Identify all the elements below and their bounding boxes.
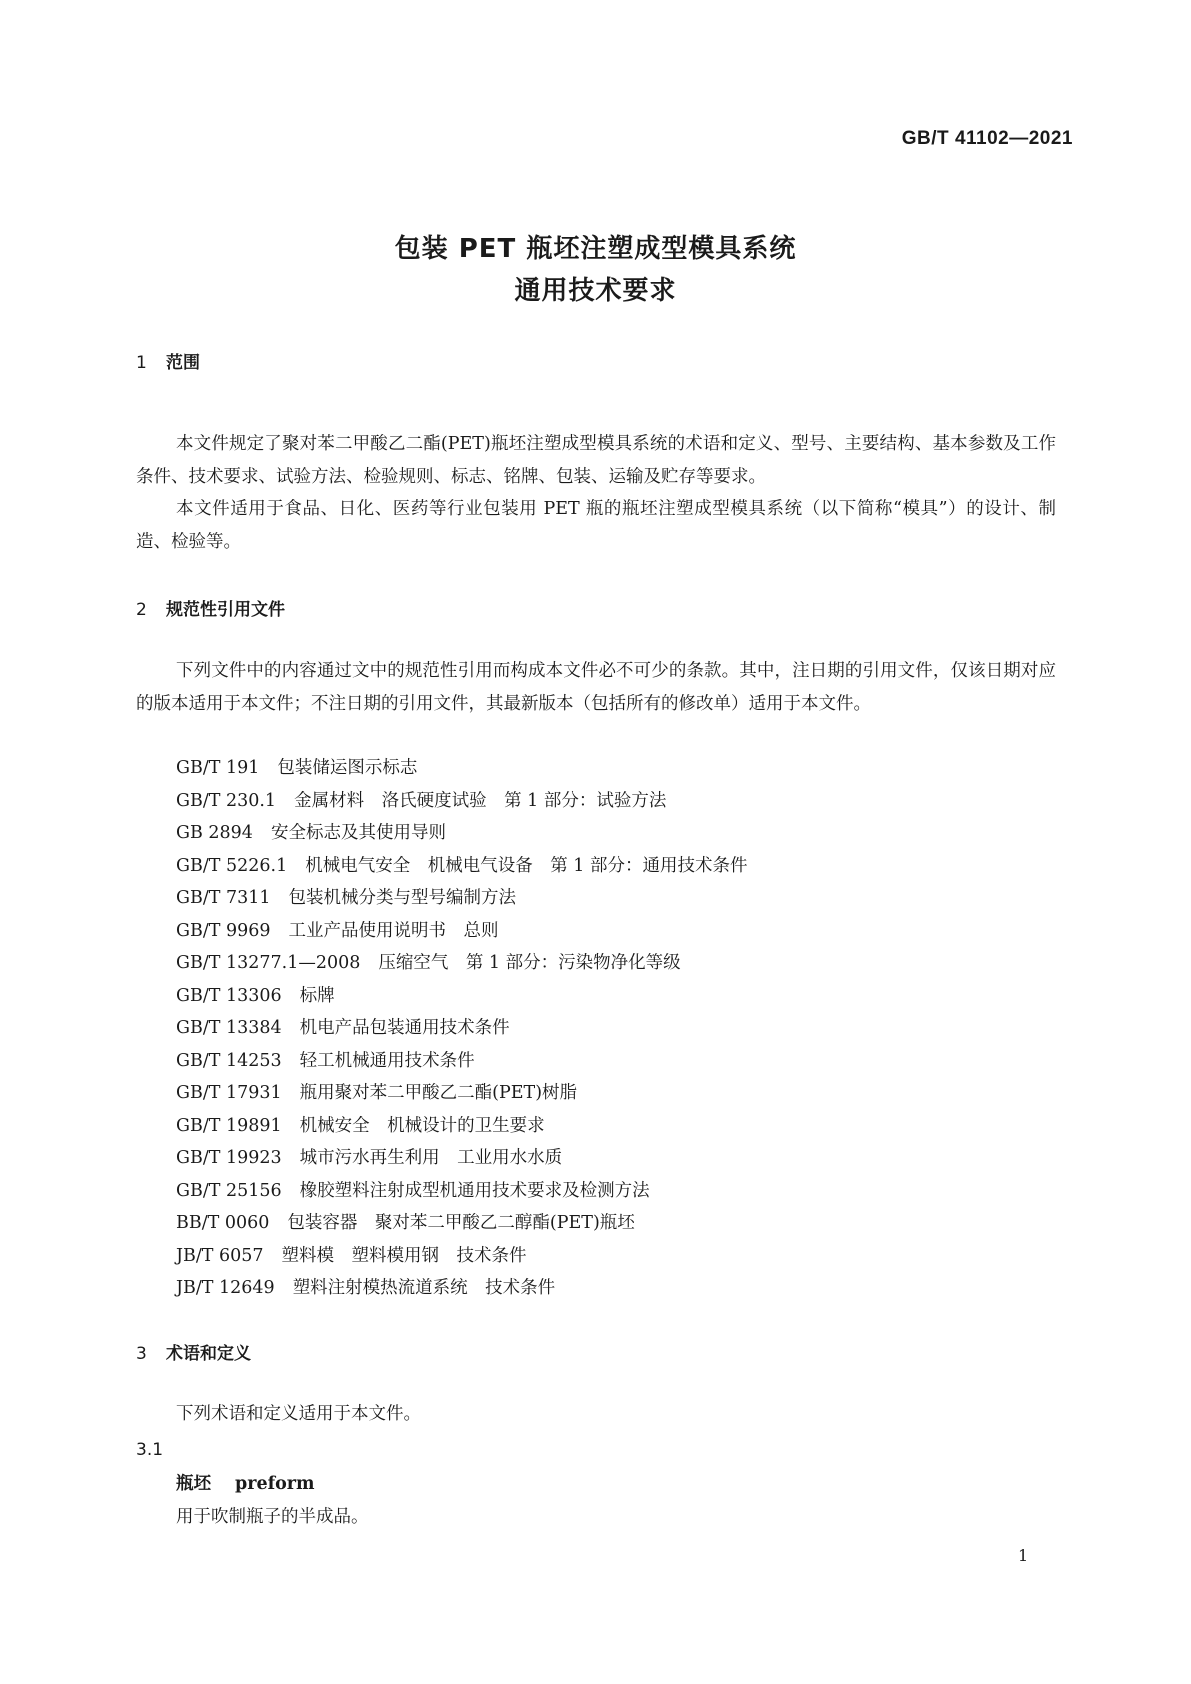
section-2-number: 2 bbox=[136, 600, 147, 620]
reference-code: GB/T 191 bbox=[176, 758, 260, 778]
reference-code: JB/T 6057 bbox=[176, 1245, 264, 1266]
reference-item bbox=[176, 980, 747, 1013]
reference-title: 机械安全 机械设计的卫生要求 bbox=[299, 1115, 545, 1136]
reference-item bbox=[176, 785, 747, 818]
reference-item bbox=[176, 817, 747, 850]
reference-item bbox=[176, 1045, 747, 1078]
normative-reference-list bbox=[176, 752, 747, 1305]
section-3-number: 3 bbox=[136, 1344, 147, 1364]
reference-title: 机械电气安全 机械电气设备 第 1 部分：通用技术条件 bbox=[305, 855, 748, 876]
reference-title: 包装容器 聚对苯二甲酸乙二醇酯(PET)瓶坯 bbox=[287, 1213, 635, 1233]
reference-item bbox=[176, 752, 747, 785]
term-zh: 瓶坯 bbox=[176, 1474, 211, 1494]
section-1-paragraph-2: 本文件适用于食品、日化、医药等行业包装用 PET 瓶的瓶坯注塑成型模具系统（以下简称“模具”）的设计、制造、检验等。 bbox=[136, 499, 1056, 552]
reference-code: GB/T 13384 bbox=[176, 1018, 282, 1038]
reference-title: 包装机械分类与型号编制方法 bbox=[288, 888, 517, 908]
title-line-1: 包装 PET 瓶坯注塑成型模具系统 bbox=[394, 234, 797, 264]
reference-item bbox=[176, 850, 747, 883]
section-3-heading bbox=[136, 1339, 251, 1364]
reference-item bbox=[176, 915, 747, 948]
reference-code: GB/T 7311 bbox=[176, 888, 271, 908]
section-1-title: 范围 bbox=[166, 353, 200, 373]
reference-code: GB/T 5226.1 bbox=[176, 855, 288, 876]
reference-title: 塑料模 塑料模用钢 技术条件 bbox=[281, 1245, 527, 1266]
term-definition: 用于吹制瓶子的半成品。 bbox=[176, 1507, 369, 1527]
reference-title: 橡胶塑料注射成型机通用技术要求及检测方法 bbox=[299, 1180, 650, 1201]
section-2-heading bbox=[136, 595, 285, 620]
reference-code: GB/T 13306 bbox=[176, 985, 282, 1006]
reference-item bbox=[176, 1175, 747, 1208]
reference-code: BB/T 0060 bbox=[176, 1213, 270, 1233]
reference-item bbox=[176, 882, 747, 915]
reference-item bbox=[176, 947, 747, 980]
reference-title: 工业产品使用说明书 总则 bbox=[288, 920, 499, 941]
section-1-paragraph-1: 本文件规定了聚对苯二甲酸乙二酯(PET)瓶坯注塑成型模具系统的术语和定义、型号、主要结构、基本参数及工作条件、技术要求、试验方法、检验规则、标志、铭牌、包装、运输及贮存等要求。 bbox=[136, 434, 1056, 487]
reference-title: 压缩空气 第 1 部分：污染物净化等级 bbox=[378, 953, 681, 973]
reference-code: GB 2894 bbox=[176, 823, 253, 843]
reference-item bbox=[176, 1142, 747, 1175]
reference-code: GB/T 17931 bbox=[176, 1083, 282, 1103]
section-2-intro: 下列文件中的内容通过文中的规范性引用而构成本文件必不可少的条款。其中，注日期的引用文件，仅该日期对应的版本适用于本文件；不注日期的引用文件，其最新版本（包括所有的修改单）适用于本文件。 bbox=[136, 661, 1056, 714]
reference-code: GB/T 13277.1—2008 bbox=[176, 953, 361, 973]
document-title bbox=[0, 228, 1191, 312]
reference-item bbox=[176, 1207, 747, 1240]
title-line-2: 通用技术要求 bbox=[514, 276, 677, 306]
reference-code: GB/T 19923 bbox=[176, 1148, 282, 1168]
page-number: 1 bbox=[1018, 1546, 1029, 1565]
section-3-title: 术语和定义 bbox=[166, 1344, 251, 1364]
reference-title: 金属材料 洛氏硬度试验 第 1 部分：试验方法 bbox=[294, 790, 667, 811]
reference-title: 机电产品包装通用技术条件 bbox=[299, 1018, 510, 1038]
reference-title: 轻工机械通用技术条件 bbox=[299, 1050, 475, 1071]
reference-title: 标牌 bbox=[299, 985, 335, 1006]
term-entry bbox=[176, 1470, 315, 1495]
reference-code: JB/T 12649 bbox=[176, 1278, 275, 1298]
reference-title: 安全标志及其使用导则 bbox=[270, 823, 446, 843]
reference-title: 塑料注射模热流道系统 技术条件 bbox=[292, 1278, 556, 1298]
reference-code: GB/T 19891 bbox=[176, 1115, 282, 1136]
section-2-title: 规范性引用文件 bbox=[166, 600, 285, 620]
reference-item bbox=[176, 1272, 747, 1305]
reference-code: GB/T 25156 bbox=[176, 1180, 282, 1201]
reference-item bbox=[176, 1077, 747, 1110]
section-1-heading bbox=[136, 348, 200, 373]
section-3-intro: 下列术语和定义适用于本文件。 bbox=[176, 1404, 421, 1424]
reference-item bbox=[176, 1012, 747, 1045]
reference-code: GB/T 14253 bbox=[176, 1050, 282, 1071]
reference-item bbox=[176, 1110, 747, 1143]
reference-code: GB/T 9969 bbox=[176, 920, 271, 941]
term-en: preform bbox=[235, 1474, 315, 1494]
reference-item bbox=[176, 1240, 747, 1273]
reference-code: GB/T 230.1 bbox=[176, 790, 277, 811]
reference-title: 城市污水再生利用 工业用水水质 bbox=[299, 1148, 563, 1168]
standard-code: GB/T 41102—2021 bbox=[901, 128, 1073, 149]
section-1-number: 1 bbox=[136, 353, 147, 373]
reference-title: 包装储运图示标志 bbox=[277, 758, 418, 778]
term-number: 3.1 bbox=[136, 1440, 164, 1460]
reference-title: 瓶用聚对苯二甲酸乙二酯(PET)树脂 bbox=[299, 1083, 578, 1103]
